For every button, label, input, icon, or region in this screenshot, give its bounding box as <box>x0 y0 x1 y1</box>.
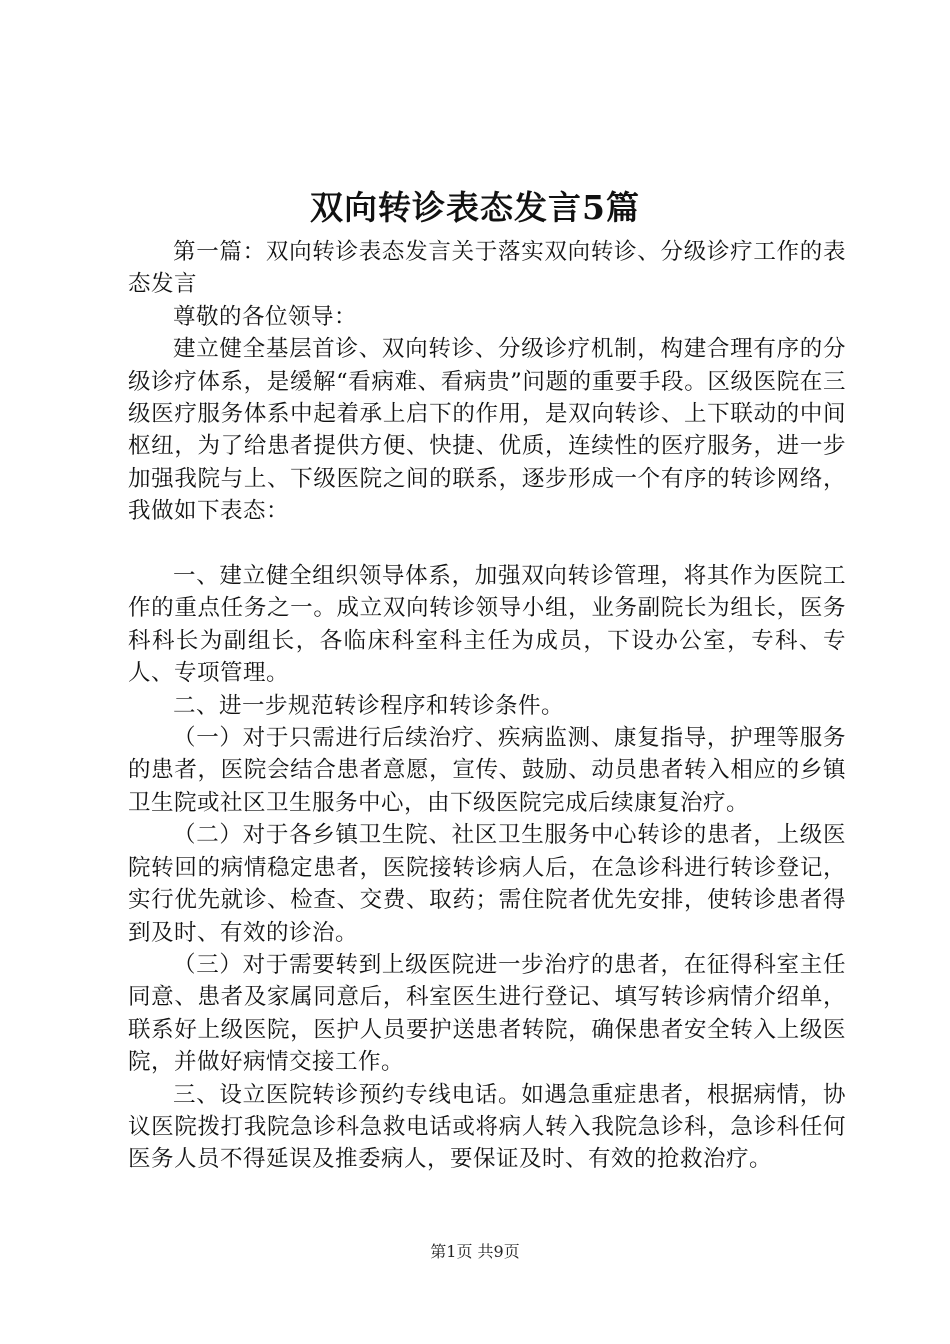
document-body <box>128 236 846 1176</box>
document-title: 双向转诊表态发言5篇 <box>310 188 640 227</box>
paragraph-point-2-sub-3: （三）对于需要转到上级医院进一步治疗的患者，在征得科室主任同意、患者及家属同意后，科室医生进行登记、填写转诊病情介绍单，联系好上级医院，医护人员要护送患者转院，确保患者安全转入上级医院，并做好病情交接工作。 <box>128 951 846 1076</box>
paragraph-spacer <box>128 528 846 560</box>
paragraph-point-3: 三、设立医院转诊预约专线电话。如遇急重症患者，根据病情，协议医院拨打我院急诊科急救电话或将病人转入我院急诊科，急诊科任何医务人员不得延误及推委病人，要保证及时、有效的抢救治疗。 <box>128 1081 846 1173</box>
paragraph-salutation: 尊敬的各位领导： <box>173 303 358 330</box>
paragraph-point-2-sub-1: （一）对于只需进行后续治疗、疾病监测、康复指导，护理等服务的患者，医院会结合患者意愿，宣传、鼓励、动员患者转入相应的乡镇卫生院或社区卫生服务中心，由下级医院完成后续康复治疗。 <box>128 725 846 816</box>
paragraph-intro: 建立健全基层首诊、双向转诊、分级诊疗机制，构建合理有序的分级诊疗体系，是缓解“看病难、看病贵”问题的重要手段。区级医院在三级医疗服务体系中起着承上启下的作用，是双向转诊、上下联动的中间枢纽，为了给患者提供方便、快捷、优质，连续性的医疗服务，进一步加强我院与上、下级医院之间的联系，逐步形成一个有序的转诊网络，我做如下表态： <box>128 336 846 525</box>
page-footer: 第1页 共9页 <box>430 1242 520 1261</box>
paragraph-section-heading: 第一篇：双向转诊表态发言关于落实双向转诊、分级诊疗工作的表态发言 <box>128 239 846 298</box>
paragraph-point-2-sub-2: （二）对于各乡镇卫生院、社区卫生服务中心转诊的患者，上级医院转回的病情稳定患者，医院接转诊病人后，在急诊科进行转诊登记，实行优先就诊、检查、交费、取药；需住院者优先安排，使转诊患者得到及时、有效的诊治。 <box>128 822 846 946</box>
paragraph-point-1: 一、建立健全组织领导体系，加强双向转诊管理，将其作为医院工作的重点任务之一。成立双向转诊领导小组，业务副院长为组长，医务科科长为副组长，各临床科室科主任为成员，下设办公室，专科、专人、专项管理。 <box>128 563 846 687</box>
paragraph-point-2: 二、进一步规范转诊程序和转诊条件。 <box>173 692 565 719</box>
